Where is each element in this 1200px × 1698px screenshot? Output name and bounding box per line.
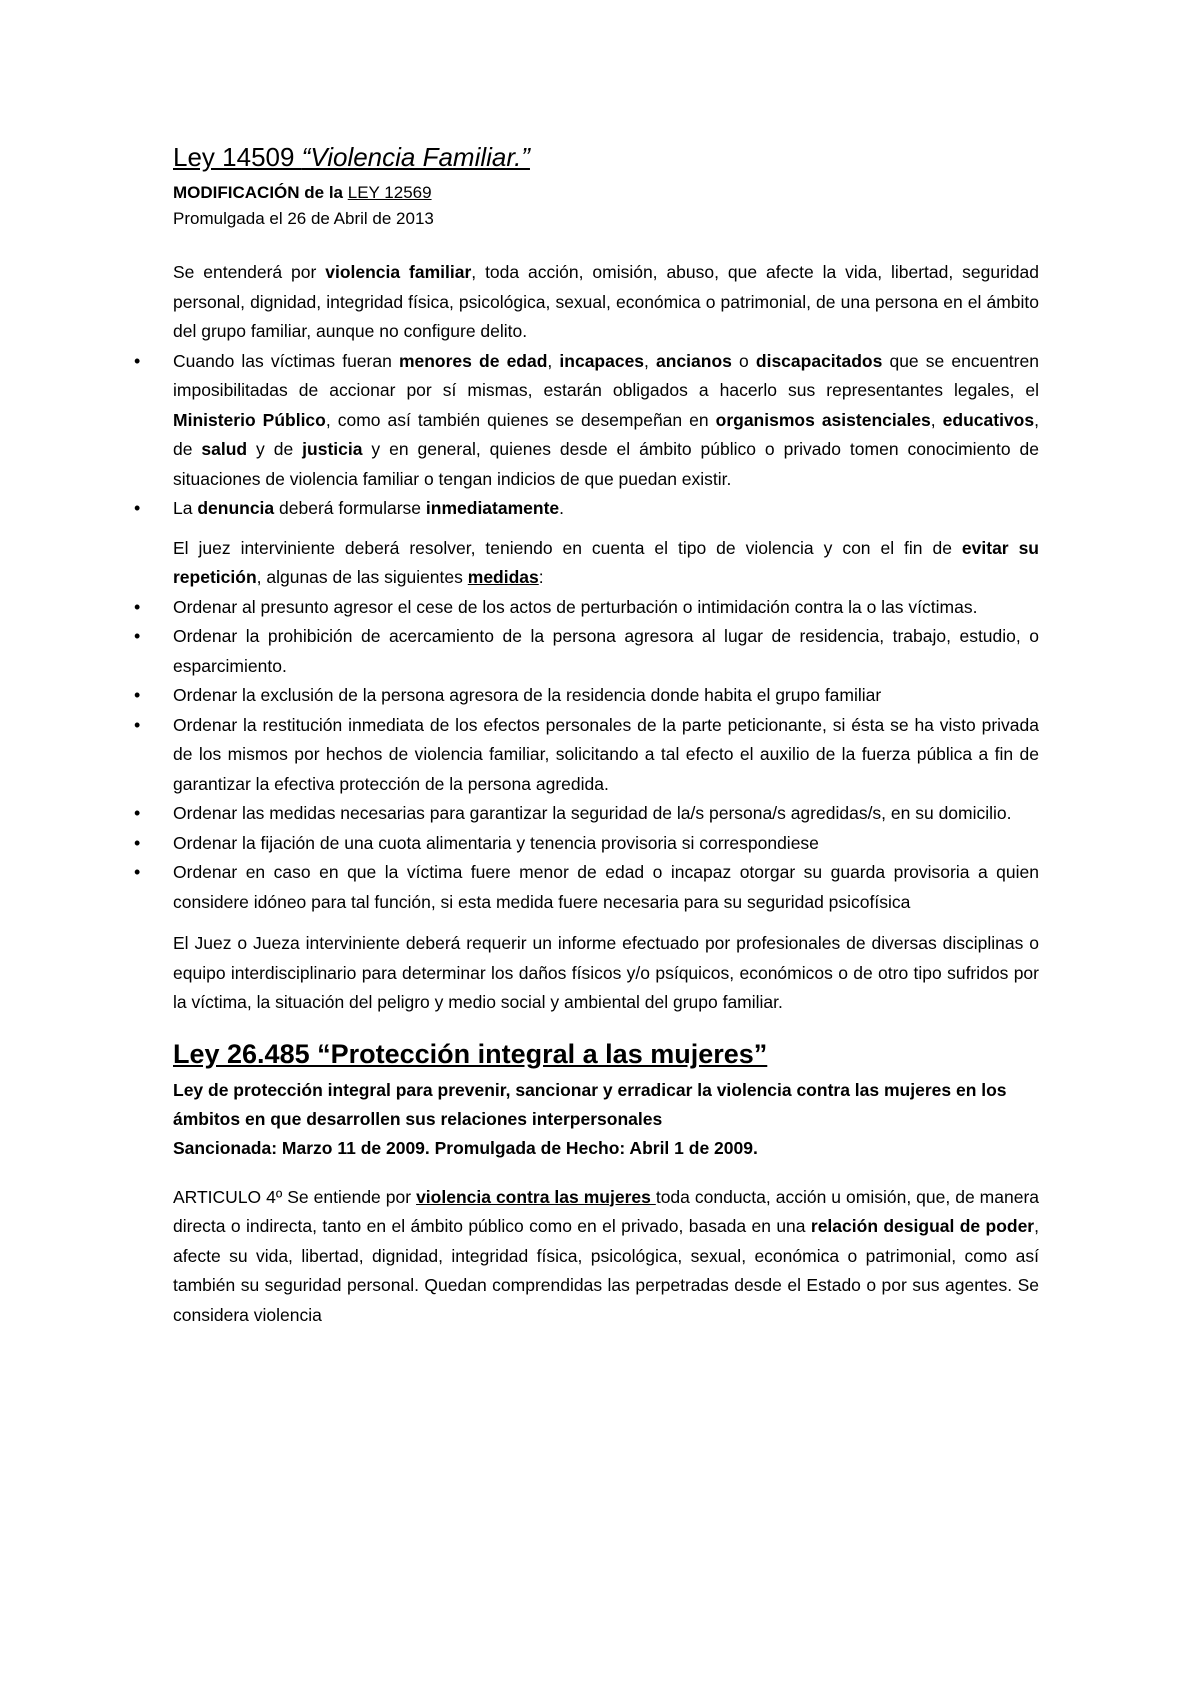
term-violencia-familiar: violencia familiar <box>325 262 472 282</box>
measure-item: • Ordenar la restitución inmediata de los efectos personales de la parte peticionante, si ésta se ha visto privada de los mismos por hechos de violencia familiar, solicitando a tal efecto el auxilio de la fuerza pública a fin de garantizar la efectiva protección de la persona agredida. <box>173 711 1039 800</box>
bullet-icon: • <box>134 498 141 518</box>
law2-subtitle: Ley de protección integral para prevenir, sancionar y erradicar la violencia contra las mujeres en los ámbitos en que desarrollen sus relaciones interpersonales <box>173 1079 1007 1129</box>
measure-item: • Ordenar la exclusión de la persona agresora de la residencia donde habita el grupo familiar <box>173 681 1039 711</box>
list-item: • La denuncia deberá formularse inmediatamente. <box>173 494 1039 524</box>
bullet-icon: • <box>134 862 141 882</box>
law1-definition: Se entenderá por violencia familiar, toda acción, omisión, abuso, que afecte la vida, libertad, seguridad personal, dignidad, integridad física, psicológica, sexual, económica o patrimonial, de una persona en el ámbito del grupo familiar, aunque no configure delito. <box>173 262 1039 341</box>
measure-item: • Ordenar las medidas necesarias para garantizar la seguridad de la/s persona/s agredidas/s, en su domicilio. <box>173 799 1039 829</box>
measure-item: • Ordenar en caso en que la víctima fuere menor de edad o incapaz otorgar su guarda provisoria a quien considere idóneo para tal función, si esta medida fuere necesaria para su seguridad psicofísica <box>173 858 1039 917</box>
term-violencia-mujeres: violencia contra las mujeres <box>416 1186 656 1207</box>
law2-title: Ley 26.485 “Protección integral a las mujeres” <box>173 1038 768 1069</box>
law1-title-number: Ley 14509 <box>173 142 302 172</box>
law2-article-4: ARTICULO 4º Se entiende por violencia contra las mujeres toda conducta, acción u omisión, que, de manera directa o indirecta, tanto en el ámbito público como en el privado, basada en una relación desigual de poder, afecte su vida, libertad, dignidad, integridad física, psicológica, sexual, económica o patrimonial, como así también su seguridad personal. Quedan comprendidas las perpetradas desde el Estado o por sus agentes. Se considera violencia <box>173 1186 1040 1325</box>
bullet-icon: • <box>134 714 141 735</box>
law1-promulgation: Promulgada el 26 de Abril de 2013 <box>173 209 434 228</box>
law1-measures-list <box>134 593 1039 918</box>
bullet-icon: • <box>134 350 141 371</box>
bullet-icon: • <box>134 832 141 853</box>
measure-item: • Ordenar la prohibición de acercamiento de la persona agresora al lugar de residencia, trabajo, estudio, o esparcimiento. <box>173 622 1039 681</box>
document-page <box>134 140 1040 1330</box>
law1-obligations-list <box>134 347 1040 524</box>
measure-item: • Ordenar la fijación de una cuota alimentaria y tenencia provisoria si correspondiese <box>173 829 1039 859</box>
bullet-icon: • <box>134 803 141 823</box>
law1-judge-intro: El juez interviniente deberá resolver, teniendo en cuenta el tipo de violencia y con el fin de evitar su repetición, algunas de las siguientes medidas: <box>173 537 1039 587</box>
measure-item: • Ordenar al presunto agresor el cese de los actos de perturbación o intimidación contra la o las víctimas. <box>173 593 1039 623</box>
modification-label: MODIFICACIÓN de la <box>173 183 348 202</box>
bullet-icon: • <box>134 626 141 646</box>
law2-sanction: Sancionada: Marzo 11 de 2009. Promulgada de Hecho: Abril 1 de 2009. <box>173 1137 758 1158</box>
law1-report-paragraph: El Juez o Jueza interviniente deberá requerir un informe efectuado por profesionales de diversas disciplinas o equipo interdisciplinario para determinar los daños físicos y/o psíquicos, económicos o de otro tipo sufridos por la víctima, la situación del peligro y medio social y ambiental del grupo familiar. <box>173 933 1039 1012</box>
bullet-icon: • <box>134 596 141 617</box>
bullet-icon: • <box>134 685 141 705</box>
law1-title-name: “Violencia Familiar.” <box>301 142 530 172</box>
law1-modification <box>173 180 1039 206</box>
modified-law-link[interactable]: LEY 12569 <box>347 183 432 202</box>
list-item: • Cuando las víctimas fueran menores de edad, incapaces, ancianos o discapacitados que se encuentren imposibilitadas de accionar por sí mismas, estarán obligados a hacerlo sus representantes legales, el Ministerio Público, como así también quienes se desempeñan en organismos asistenciales, educativos, de salud y de justicia y en general, quienes desde el ámbito público o privado tomen conocimiento de situaciones de violencia familiar o tengan indicios de que puedan existir. <box>173 347 1039 495</box>
law1-title <box>173 140 1039 174</box>
